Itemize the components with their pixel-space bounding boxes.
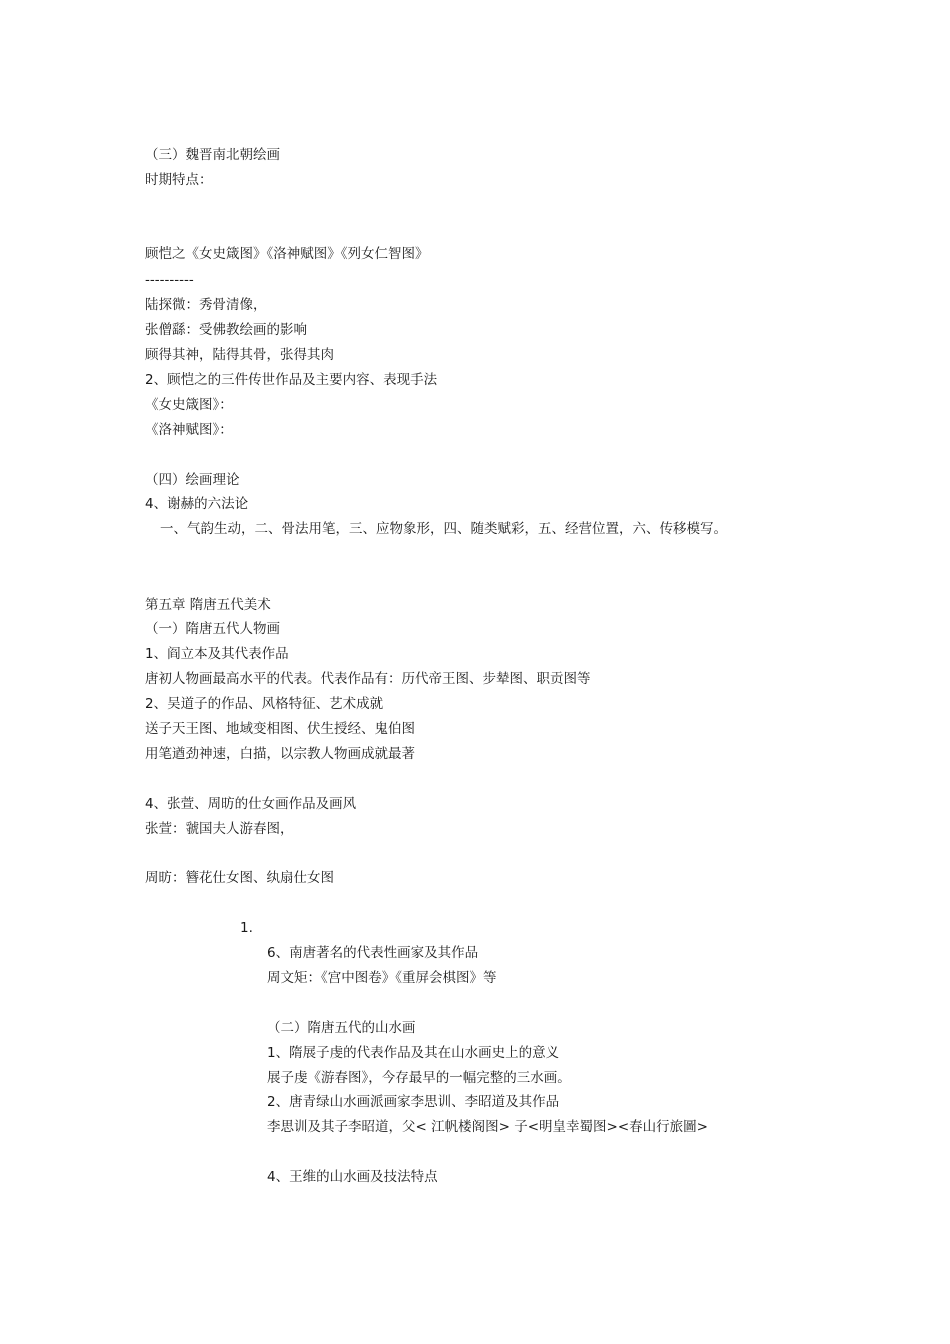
section-heading: （一）隋唐五代人物画 [145,621,280,637]
chapter-heading: 第五章 隋唐五代美术 [145,597,271,613]
text-line: 4、谢赫的六法论 [145,496,249,512]
text-line: 时期特点： [145,172,213,188]
text-line: 4、王维的山水画及技法特点 [267,1169,438,1185]
text-line: 展子虔《游春图》，今存最早的一幅完整的三水画。 [267,1070,571,1086]
text-line: 张萱：虢国夫人游春图， [145,821,294,837]
section-heading: （四）绘画理论 [145,472,240,488]
text-line: 李思训及其子李昭道，父< 江帆楼阁图> 子<明皇幸蜀图><春山行旅圖> [267,1119,708,1135]
text-line: 《洛神赋图》： [145,422,233,438]
list-number: 1. [240,920,253,936]
text-line: 周昉：簪花仕女图、纨扇仕女图 [145,870,334,886]
text-line: 《女史箴图》： [145,397,233,413]
text-line: 张僧繇：受佛教绘画的影响 [145,322,307,338]
text-line: 6、南唐著名的代表性画家及其作品 [267,945,479,961]
text-line: 顾得其神，陆得其骨，张得其肉 [145,347,334,363]
text-line: 4、张萱、周昉的仕女画作品及画风 [145,796,357,812]
text-line: 唐初人物画最高水平的代表。代表作品有：历代帝王图、步辇图、职贡图等 [145,671,591,687]
text-line: 顾恺之《女史箴图》《洛神赋图》《列女仁智图》 [145,246,429,262]
text-line: 一、气韵生动，二、骨法用笔，三、应物象形，四、随类赋彩，五、经营位置，六、传移模写。 [160,521,727,537]
text-line: 1、阎立本及其代表作品 [145,646,289,662]
text-line: 2、吴道子的作品、风格特征、艺术成就 [145,696,384,712]
text-line: 用笔遒劲神速，白描，以宗教人物画成就最著 [145,746,415,762]
text-line: 1、隋展子虔的代表作品及其在山水画史上的意义 [267,1045,560,1061]
text-line: 送子天王图、地域变相图、伏生授经、鬼伯图 [145,721,415,737]
separator-line: ---------- [145,272,194,288]
text-line: 2、顾恺之的三件传世作品及主要内容、表现手法 [145,372,438,388]
text-line: 周文矩：《宫中图卷》《重屏会棋图》等 [267,970,497,986]
section-heading: （三）魏晋南北朝绘画 [145,147,280,163]
text-line: 2、唐青绿山水画派画家李思训、李昭道及其作品 [267,1094,560,1110]
text-line: 陆探微：秀骨清像， [145,297,267,313]
section-heading: （二）隋唐五代的山水画 [267,1020,416,1036]
